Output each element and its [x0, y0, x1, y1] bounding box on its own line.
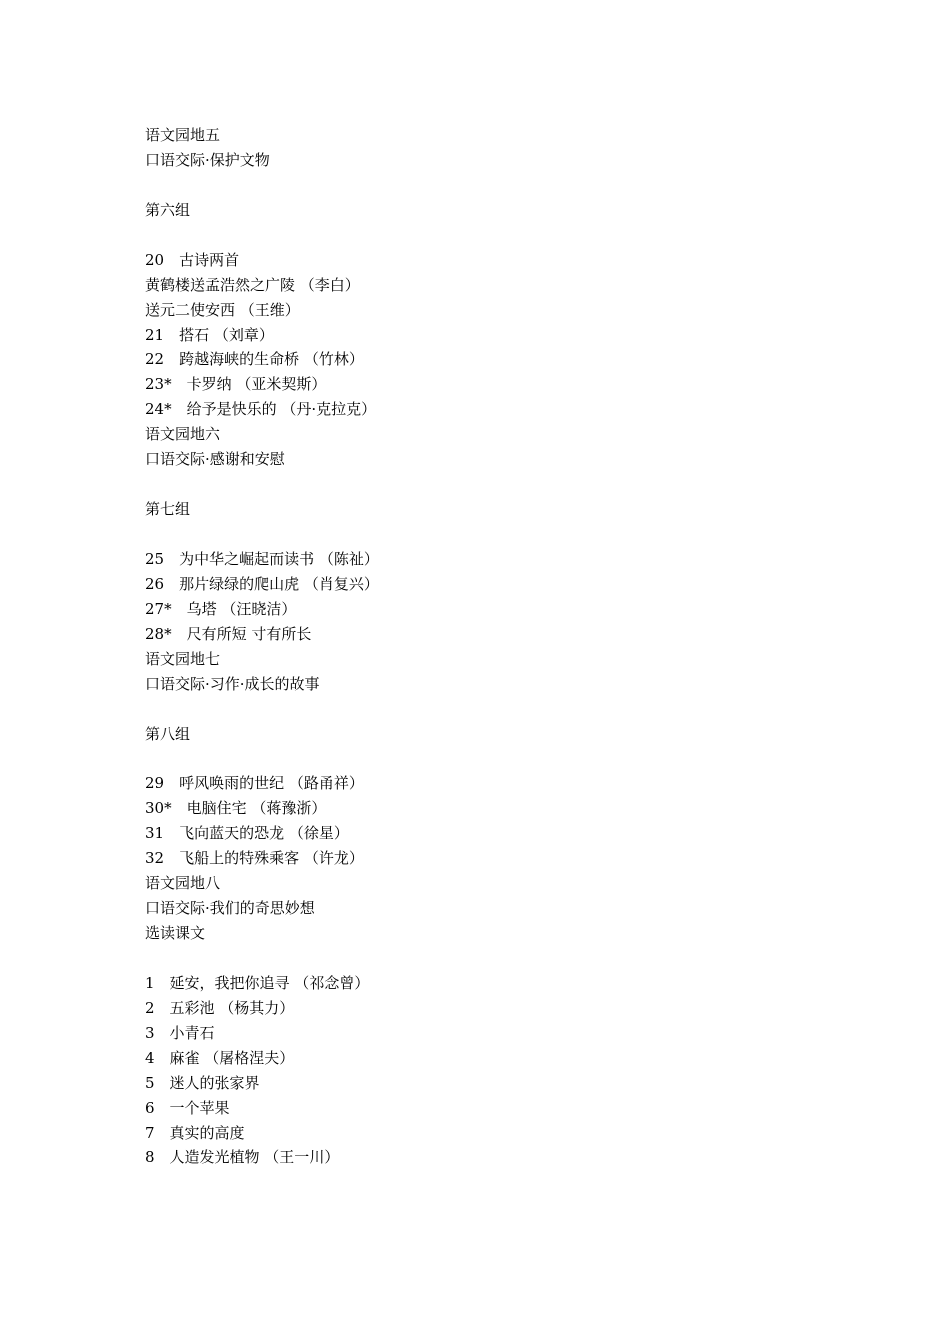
toc-line-37: 4 麻雀 （屠格涅夫）: [145, 1048, 295, 1067]
toc-line-35: 2 五彩池 （杨其力）: [145, 998, 295, 1017]
toc-line-10: 23* 卡罗纳 （亚米契斯）: [145, 375, 327, 394]
toc-line-13: 口语交际·感谢和安慰: [145, 450, 285, 469]
toc-line-9: 22 跨越海峡的生命桥 （竹林）: [145, 350, 364, 369]
toc-line-31: 口语交际·我们的奇思妙想: [145, 899, 315, 918]
group-heading: 第八组: [145, 724, 191, 743]
group-heading: 第六组: [145, 200, 191, 219]
blank-line: [145, 522, 845, 547]
group-heading: 第七组: [145, 500, 191, 519]
document-page: [145, 123, 845, 1170]
toc-line-28: 31 飞向蓝天的恐龙 （徐星）: [145, 824, 349, 843]
toc-line-26: 29 呼风唤雨的世纪 （路甬祥）: [145, 774, 364, 793]
toc-line-39: 6 一个苹果: [145, 1098, 230, 1117]
blank-line: [145, 946, 845, 971]
toc-line-30: 语文园地八: [145, 874, 221, 893]
toc-line-18: 26 那片绿绿的爬山虎 （肖复兴）: [145, 574, 379, 593]
toc-line-12: 语文园地六: [145, 425, 221, 444]
toc-line-5: 20 古诗两首: [145, 250, 240, 269]
blank-line: [145, 472, 845, 497]
toc-line-22: 口语交际·习作·成长的故事: [145, 674, 320, 693]
toc-line-7: 送元二使安西 （王维）: [145, 300, 300, 319]
blank-line: [145, 173, 845, 198]
toc-line-8: 21 搭石 （刘章）: [145, 325, 274, 344]
toc-line-6: 黄鹤楼送孟浩然之广陵 （李白）: [145, 275, 360, 294]
blank-line: [145, 746, 845, 771]
toc-line-29: 32 飞船上的特殊乘客 （许龙）: [145, 849, 364, 868]
toc-line-17: 25 为中华之崛起而读书 （陈祉）: [145, 549, 379, 568]
blank-line: [145, 223, 845, 248]
toc-line-21: 语文园地七: [145, 649, 221, 668]
toc-line-19: 27* 乌塔 （汪晓洁）: [145, 599, 297, 618]
toc-line-36: 3 小青石: [145, 1023, 215, 1042]
toc-line-40: 7 真实的高度: [145, 1123, 245, 1142]
toc-line-20: 28* 尺有所短 寸有所长: [145, 624, 312, 643]
blank-line: [145, 697, 845, 722]
toc-line-1: 口语交际·保护文物: [145, 150, 270, 169]
toc-line-0: 语文园地五: [145, 126, 221, 144]
toc-line-27: 30* 电脑住宅 （蒋豫浙）: [145, 799, 327, 818]
toc-line-32: 选读课文: [145, 924, 206, 942]
toc-line-41: 8 人造发光植物 （王一川）: [145, 1148, 340, 1167]
toc-line-34: 1 延安，我把你追寻 （祁念曾）: [145, 973, 370, 992]
toc-line-38: 5 迷人的张家界: [145, 1073, 260, 1092]
toc-line-11: 24* 给予是快乐的 （丹·克拉克）: [145, 400, 377, 419]
